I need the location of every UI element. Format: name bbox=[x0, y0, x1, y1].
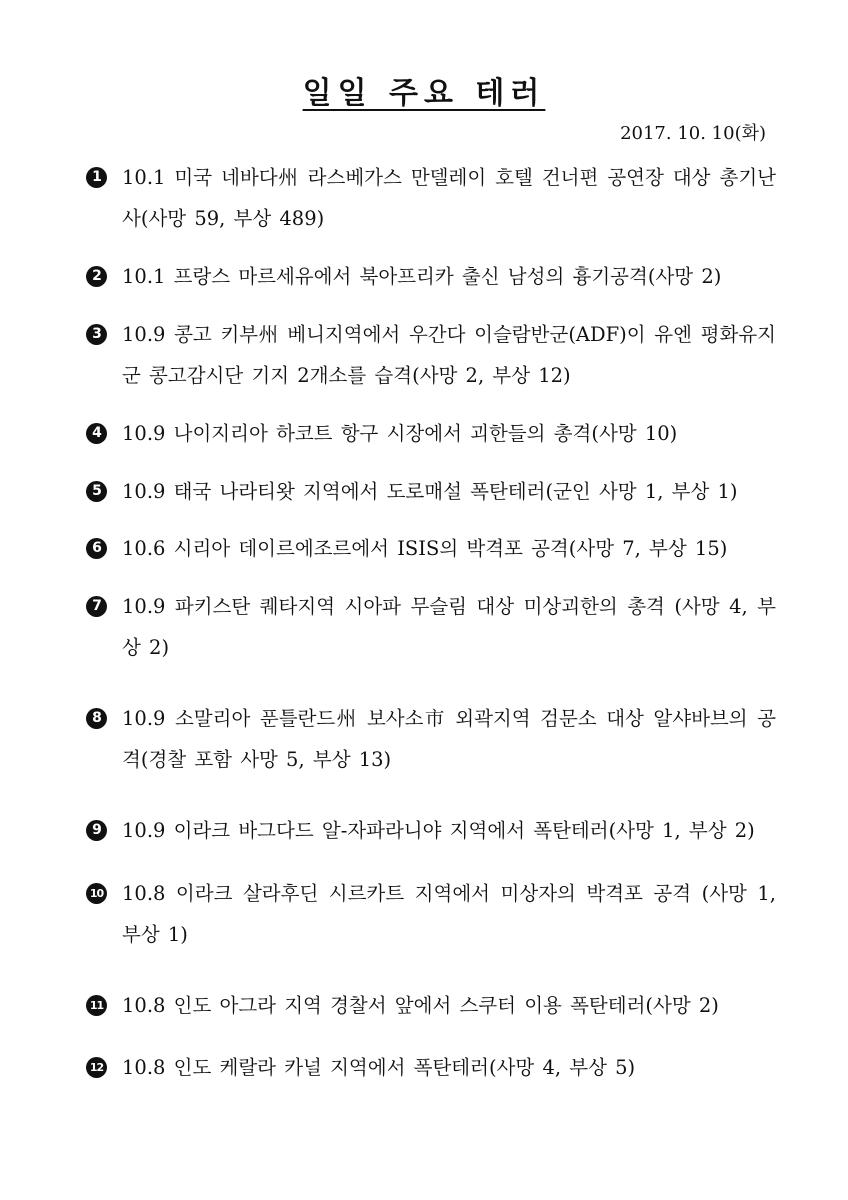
item-number-badge: 1 bbox=[86, 167, 107, 188]
item-number-badge: 12 bbox=[86, 1057, 107, 1078]
item-text: 10.8 이라크 살라후딘 시르카트 지역에서 미상자의 박격포 공격 (사망 1, 부상 1) bbox=[122, 882, 776, 946]
list-item bbox=[86, 810, 776, 851]
item-number-badge: 11 bbox=[86, 995, 107, 1016]
item-text: 10.8 인도 케랄라 카널 지역에서 폭탄테러(사망 4, 부상 5) bbox=[122, 1056, 636, 1079]
item-text: 10.1 미국 네바다州 라스베가스 만델레이 호텔 건너편 공연장 대상 총기난사(사망 59, 부상 489) bbox=[122, 166, 776, 230]
item-number-badge: 7 bbox=[86, 596, 107, 617]
item-number-badge: 9 bbox=[86, 820, 107, 841]
item-text: 10.8 인도 아그라 지역 경찰서 앞에서 스쿠터 이용 폭탄테러(사망 2) bbox=[122, 994, 719, 1017]
item-text: 10.9 이라크 바그다드 알-자파라니야 지역에서 폭탄테러(사망 1, 부상 2) bbox=[122, 819, 755, 842]
page-title-text: 일일 주요 테러 bbox=[302, 76, 546, 111]
item-number-badge: 8 bbox=[86, 708, 107, 729]
list-item bbox=[86, 413, 776, 454]
list-item bbox=[86, 528, 776, 569]
list-item bbox=[86, 873, 776, 955]
list-item bbox=[86, 1047, 776, 1088]
page-title bbox=[0, 74, 848, 114]
item-number-badge: 5 bbox=[86, 481, 107, 502]
list-item bbox=[86, 314, 776, 396]
report-date: 2017. 10. 10(화) bbox=[620, 123, 766, 144]
item-number-badge: 4 bbox=[86, 423, 107, 444]
item-number-badge: 2 bbox=[86, 266, 107, 287]
list-item bbox=[86, 985, 776, 1026]
item-text: 10.9 파키스탄 퀘타지역 시아파 무슬림 대상 미상괴한의 총격 (사망 4, 부상 2) bbox=[122, 595, 776, 659]
item-text: 10.9 소말리아 푼틀란드州 보사소市 외곽지역 검문소 대상 알샤바브의 공격(경찰 포함 사망 5, 부상 13) bbox=[122, 707, 776, 771]
item-text: 10.9 나이지리아 하코트 항구 시장에서 괴한들의 총격(사망 10) bbox=[122, 422, 678, 445]
list-item bbox=[86, 698, 776, 780]
item-number-badge: 6 bbox=[86, 538, 107, 559]
list-item bbox=[86, 471, 776, 512]
list-item bbox=[86, 157, 776, 239]
item-number-badge: 3 bbox=[86, 324, 107, 345]
item-number-badge: 10 bbox=[86, 883, 107, 904]
item-text: 10.6 시리아 데이르에조르에서 ISIS의 박격포 공격(사망 7, 부상 15) bbox=[122, 537, 728, 560]
item-text: 10.9 태국 나라티왓 지역에서 도로매설 폭탄테러(군인 사망 1, 부상 1) bbox=[122, 480, 738, 503]
list-item bbox=[86, 586, 776, 668]
list-item bbox=[86, 256, 776, 297]
item-text: 10.1 프랑스 마르세유에서 북아프리카 출신 남성의 흉기공격(사망 2) bbox=[122, 265, 722, 288]
item-text: 10.9 콩고 키부州 베니지역에서 우간다 이슬람반군(ADF)이 유엔 평화유지군 콩고감시단 기지 2개소를 습격(사망 2, 부상 12) bbox=[122, 323, 776, 387]
